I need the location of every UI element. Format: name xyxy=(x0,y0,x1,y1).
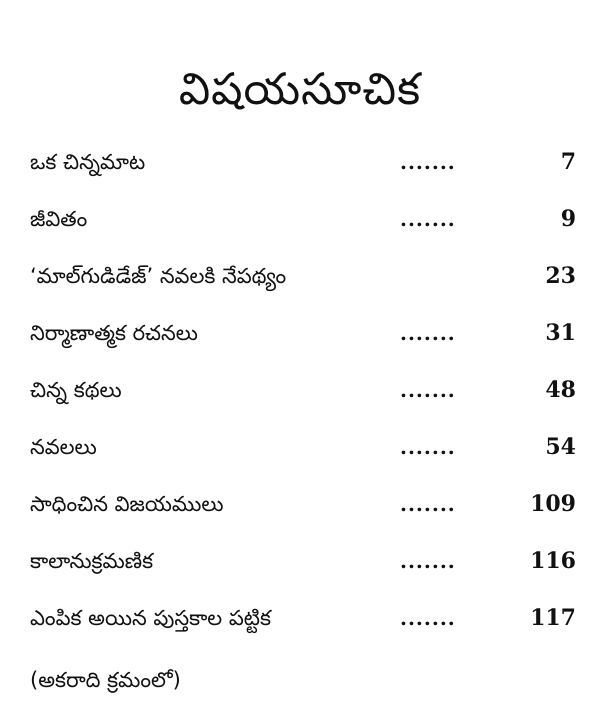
toc-entry xyxy=(0,199,600,239)
toc-leader-dots: ....... xyxy=(400,549,456,573)
toc-entry xyxy=(0,427,600,467)
toc-leader-dots: ....... xyxy=(400,378,456,402)
toc-leader-dots: ....... xyxy=(400,207,456,231)
toc-entry-title: ‘మాల్‌గుడిడేజ్’ నవలకి నేపథ్యం xyxy=(30,264,287,288)
toc-leader-dots: ....... xyxy=(400,492,456,516)
toc-entry-title: నిర్మాణాత్మక రచనలు xyxy=(30,321,198,345)
toc-page-number: 7 xyxy=(560,149,576,175)
toc-page-number: 9 xyxy=(560,206,576,232)
toc-entry xyxy=(0,484,600,524)
toc-page-number: 117 xyxy=(530,605,576,631)
toc-page-number: 116 xyxy=(530,548,576,574)
toc-entry xyxy=(0,142,600,182)
toc-page-number: 48 xyxy=(545,377,576,403)
page-title: విషయసూచిక xyxy=(178,64,422,115)
toc-entry-title: ఎంపిక అయిన పుస్తకాల పట్టిక xyxy=(30,606,271,630)
toc-page-number: 54 xyxy=(545,434,576,460)
toc-entry-title: జీవితం xyxy=(30,207,88,231)
toc-entry-continuation: (అకరాది క్రమంలో) xyxy=(30,668,181,692)
toc-entry xyxy=(0,313,600,353)
toc-entry xyxy=(0,370,600,410)
toc-page-number: 109 xyxy=(530,491,576,517)
toc-page-number: 31 xyxy=(545,320,576,346)
toc-leader-dots: ....... xyxy=(400,321,456,345)
toc-entry-title: నవలలు xyxy=(30,435,97,459)
toc-entry xyxy=(0,256,600,296)
toc-entry-title: కాలానుక్రమణిక xyxy=(30,549,154,573)
toc-entry-title: చిన్న కథలు xyxy=(30,378,122,402)
toc-leader-dots: ....... xyxy=(400,150,456,174)
toc-entry xyxy=(0,541,600,581)
toc-entry-title: సాధించిన విజయములు xyxy=(30,492,224,516)
toc-entry xyxy=(0,598,600,638)
toc-leader-dots: ....... xyxy=(400,435,456,459)
toc-page-number: 23 xyxy=(545,263,576,289)
toc-leader-dots: ....... xyxy=(400,606,456,630)
toc-entry-title: ఒక చిన్నమాట xyxy=(30,150,146,174)
